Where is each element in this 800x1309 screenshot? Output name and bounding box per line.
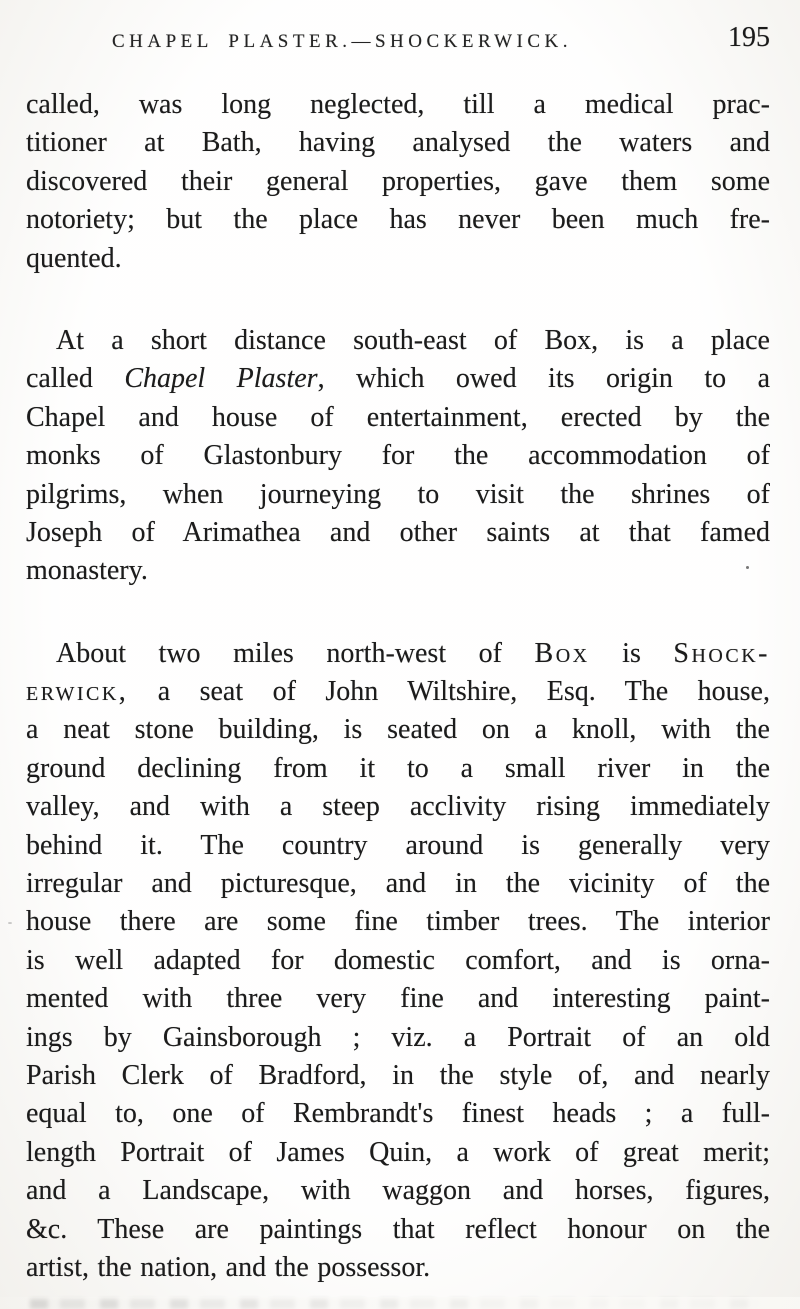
paragraph: [26, 86, 770, 278]
text-line: equal to, one of Rembrandt's finest heads ; a full-: [26, 1098, 770, 1130]
text-line: valley, and with a steep acclivity rising immediately: [26, 791, 770, 823]
text-line: called, was long neglected, till a medical prac-: [26, 89, 770, 120]
text-line: erwick, a seat of John Wiltshire, Esq. The house,: [26, 676, 770, 708]
page-number: 195: [728, 22, 770, 53]
text-line: titioner at Bath, having analysed the waters and: [26, 127, 770, 159]
text-line: irregular and picturesque, and in the vicinity of the: [26, 868, 770, 900]
text-line: monastery.: [26, 555, 148, 587]
scan-speck: [8, 922, 12, 924]
text-line: Parish Clerk of Bradford, in the style of, and nearly: [26, 1059, 770, 1091]
text-line: is well adapted for domestic comfort, and is orna-: [26, 944, 770, 976]
paragraph: [26, 322, 770, 591]
text-line: &c. These are paintings that reflect honour on the: [26, 1213, 770, 1245]
page-text: [26, 86, 770, 1309]
text-line: About two miles north-west of Box is Shock-: [56, 637, 770, 669]
running-header: [0, 22, 800, 62]
text-line: ground declining from it to a small river in the: [26, 752, 770, 784]
text-line: quented.: [26, 242, 122, 274]
text-line: Chapel and house of entertainment, erected by the: [26, 401, 770, 433]
cutoff-fade: [0, 1297, 800, 1309]
scan-speck: [746, 566, 749, 569]
text-line: a neat stone building, is seated on a knoll, with the: [26, 714, 770, 746]
text-line: house there are some fine timber trees. The interior: [26, 906, 770, 938]
text-line: behind it. The country around is generally very: [26, 829, 770, 861]
italic-text: Chapel Plaster: [124, 363, 318, 395]
text-line: monks of Glastonbury for the accommodation of: [26, 440, 770, 472]
text-line: discovered their general properties, gave them some: [26, 165, 770, 197]
text-line: ings by Gainsborough ; viz. a Portrait of an old: [26, 1021, 770, 1053]
text-line: and a Landscape, with waggon and horses, figures,: [26, 1175, 770, 1207]
text-line: called Chapel Plaster, which owed its origin to a: [26, 363, 770, 395]
text-line: pilgrims, when journeying to visit the shrines of: [26, 478, 770, 510]
text-line: artist, the nation, and the possessor.: [26, 1251, 431, 1283]
paragraph: [26, 635, 770, 1288]
text-line: mented with three very fine and interesting paint-: [26, 983, 770, 1015]
smallcaps-text: erwick,: [26, 676, 129, 708]
smallcaps-text: Box: [534, 637, 590, 669]
text-line: Joseph of Arimathea and other saints at that famed: [26, 516, 770, 548]
header-title: CHAPEL PLASTER.—SHOCKERWICK.: [111, 31, 573, 52]
text-line: At a short distance south-east of Box, is a place: [56, 324, 770, 356]
text-line: notoriety; but the place has never been much fre-: [26, 204, 770, 236]
smallcaps-text: Shock-: [673, 637, 770, 669]
text-line: length Portrait of James Quin, a work of great merit;: [26, 1136, 770, 1168]
